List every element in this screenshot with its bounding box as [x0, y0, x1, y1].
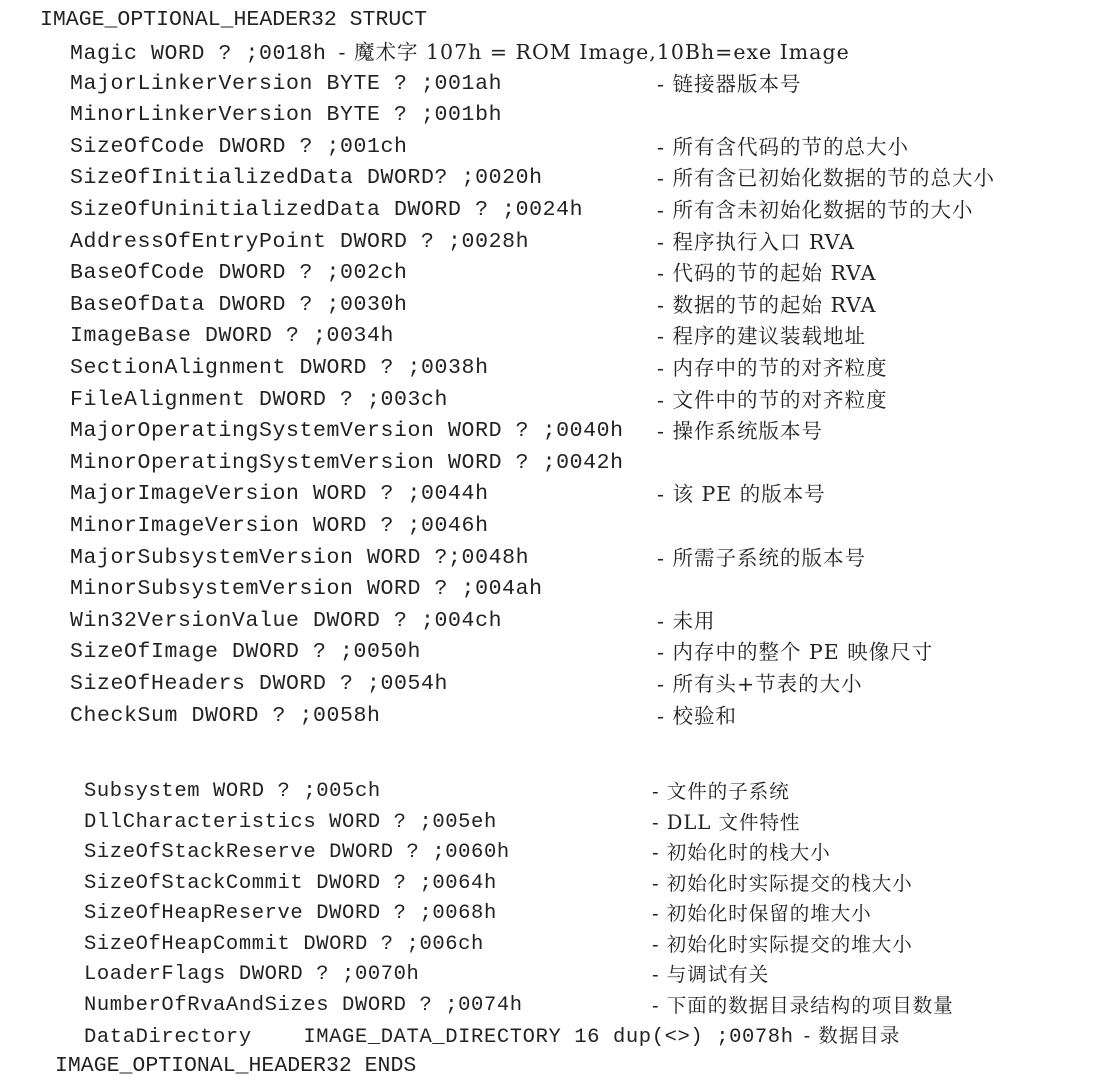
field-comment: - 内存中的节的对齐粒度 — [657, 356, 888, 380]
field-line — [70, 672, 1090, 696]
field-line — [70, 451, 1090, 475]
field-declaration: NumberOfRvaAndSizes DWORD ? ;0074h — [84, 993, 523, 1017]
field-line — [84, 1024, 1090, 1048]
field-declaration: SizeOfUninitializedData DWORD ? ;0024h — [70, 198, 584, 222]
field-declaration: Subsystem WORD ? ;005ch — [84, 780, 381, 803]
field-comment: - 初始化时的栈大小 — [652, 841, 831, 864]
field-comment: - 该 PE 的版本号 — [657, 482, 826, 507]
field-declaration: MinorOperatingSystemVersion WORD ? ;0042h — [70, 450, 624, 475]
field-line — [84, 872, 1090, 896]
field-declaration: DataDirectory IMAGE_DATA_DIRECTORY 16 dup(<>) ;0078h — [84, 1026, 794, 1049]
field-line — [70, 103, 1090, 127]
field-comment: - 数据目录 — [803, 1024, 901, 1047]
field-declaration: MajorOperatingSystemVersion WORD ? ;0040h — [70, 419, 624, 444]
field-declaration: AddressOfEntryPoint DWORD ? ;0028h — [70, 229, 530, 254]
field-declaration: BaseOfData DWORD ? ;0030h — [70, 292, 408, 317]
field-line — [84, 780, 1090, 804]
field-comment: - 所有含未初始化数据的节的大小 — [657, 198, 974, 222]
field-line — [70, 356, 1090, 380]
field-declaration: ImageBase DWORD ? ;0034h — [70, 324, 395, 349]
field-comment: - 初始化时保留的堆大小 — [652, 902, 872, 925]
field-comment: - 初始化时实际提交的堆大小 — [652, 932, 913, 956]
field-comment: - 文件的子系统 — [652, 780, 790, 803]
field-line — [70, 293, 1090, 317]
field-declaration: SizeOfStackCommit DWORD ? ;0064h — [84, 871, 497, 895]
field-comment: - 校验和 — [657, 703, 737, 728]
field-declaration: FileAlignment DWORD ? ;003ch — [70, 387, 449, 412]
field-comment: - 与调试有关 — [652, 963, 770, 986]
field-declaration: CheckSum DWORD ? ;0058h — [70, 703, 381, 728]
field-line — [84, 811, 1090, 835]
field-line — [84, 902, 1090, 926]
field-line — [70, 419, 1090, 443]
field-line — [70, 135, 1090, 159]
field-declaration: LoaderFlags DWORD ? ;0070h — [84, 963, 420, 986]
field-comment: - 程序执行入口 RVA — [657, 229, 855, 254]
field-declaration: SizeOfInitializedData DWORD? ;0020h — [70, 166, 543, 191]
field-declaration: SizeOfImage DWORD ? ;0050h — [70, 640, 422, 665]
field-declaration: SizeOfHeaders DWORD ? ;0054h — [70, 672, 449, 696]
field-line — [70, 609, 1090, 633]
field-comment: - 魔术字 107h = ROM Image,10Bh=exe Image — [338, 40, 850, 64]
field-comment: - 代码的节的起始 RVA — [657, 261, 877, 286]
field-comment: - DLL 文件特性 — [652, 810, 801, 834]
field-line — [84, 841, 1090, 865]
field-comment: - 文件中的节的对齐粒度 — [657, 387, 888, 412]
field-comment: - 未用 — [657, 608, 716, 633]
field-declaration: SizeOfHeapCommit DWORD ? ;006ch — [84, 932, 484, 956]
field-comment: - 所有头+节表的大小 — [657, 672, 863, 696]
field-line — [70, 166, 1090, 190]
field-line — [84, 933, 1090, 957]
field-line — [70, 640, 1090, 664]
field-comment: - 数据的节的起始 RVA — [657, 292, 877, 317]
field-comment: - 内存中的整个 PE 映像尺寸 — [657, 640, 934, 665]
field-comment: - 所需子系统的版本号 — [657, 545, 866, 570]
field-comment: - 所有含代码的节的总大小 — [657, 134, 909, 159]
field-line — [70, 577, 1090, 601]
field-declaration: MajorLinkerVersion BYTE ? ;001ah — [70, 71, 503, 96]
field-declaration: MajorSubsystemVersion WORD ?;0048h — [70, 545, 530, 570]
struct-close-line: IMAGE_OPTIONAL_HEADER32 ENDS — [55, 1054, 417, 1078]
field-declaration: SizeOfHeapReserve DWORD ? ;0068h — [84, 902, 497, 925]
field-line — [84, 963, 1090, 987]
field-line — [70, 230, 1090, 254]
field-comment: - 所有含已初始化数据的节的总大小 — [657, 166, 995, 191]
field-comment: - 下面的数据目录结构的项目数量 — [652, 993, 954, 1017]
field-declaration: Win32VersionValue DWORD ? ;004ch — [70, 608, 503, 633]
field-line — [70, 388, 1090, 412]
field-declaration: MinorSubsystemVersion WORD ? ;004ah — [70, 577, 543, 602]
field-line — [70, 482, 1090, 506]
struct-open-line: IMAGE_OPTIONAL_HEADER32 STRUCT — [40, 8, 428, 32]
field-declaration: MajorImageVersion WORD ? ;0044h — [70, 482, 489, 507]
field-line — [70, 514, 1090, 538]
field-line — [70, 546, 1090, 570]
field-line — [70, 704, 1090, 728]
field-comment: - 操作系统版本号 — [657, 419, 823, 444]
field-declaration: SizeOfStackReserve DWORD ? ;0060h — [84, 841, 510, 864]
field-declaration: DllCharacteristics WORD ? ;005eh — [84, 810, 497, 834]
field-declaration: BaseOfCode DWORD ? ;002ch — [70, 261, 408, 286]
field-declaration: Magic WORD ? ;0018h — [70, 42, 327, 66]
field-line — [70, 324, 1090, 348]
field-line — [70, 198, 1090, 222]
field-line — [70, 72, 1090, 96]
field-comment: - 程序的建议装载地址 — [657, 324, 866, 349]
field-comment: - 初始化时实际提交的栈大小 — [652, 871, 913, 895]
field-declaration: SizeOfCode DWORD ? ;001ch — [70, 134, 408, 159]
field-comment: - 链接器版本号 — [657, 71, 802, 96]
field-declaration: MinorLinkerVersion BYTE ? ;001bh — [70, 103, 503, 128]
field-line — [70, 40, 1090, 64]
field-line — [84, 994, 1090, 1018]
field-line — [70, 261, 1090, 285]
field-declaration: MinorImageVersion WORD ? ;0046h — [70, 514, 489, 538]
field-declaration: SectionAlignment DWORD ? ;0038h — [70, 356, 489, 380]
